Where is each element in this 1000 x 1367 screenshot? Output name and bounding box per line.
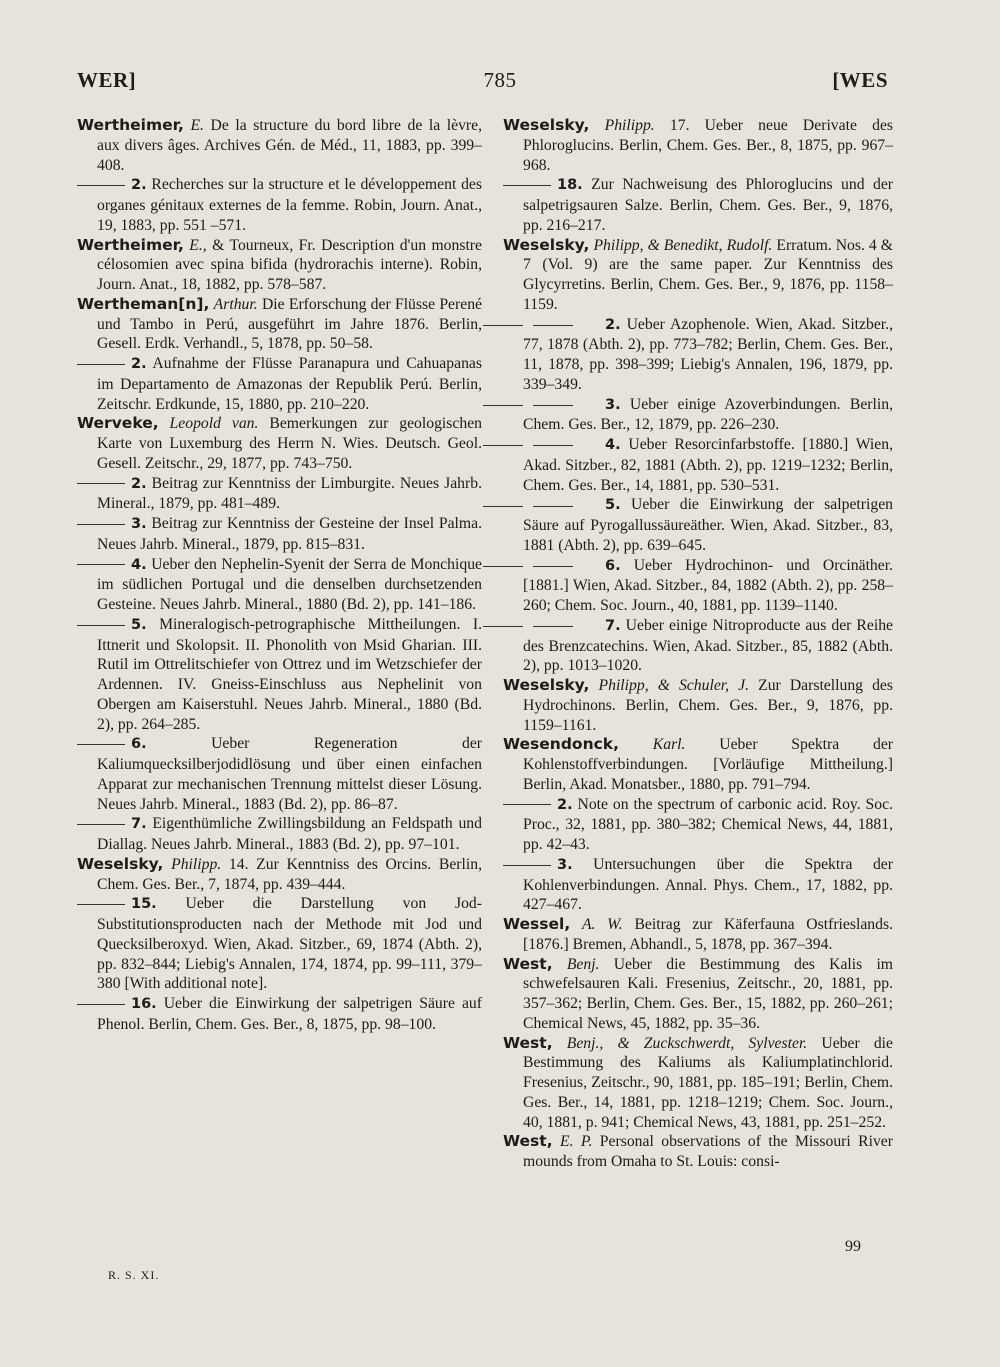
entry-text: Ueber die Bestimmung des Kaliums als Kaliumplatinchlorid. Fresenius, Zeitschr., 90, 1881, pp. 185–191; Berlin, Chem. Ges. Ber., 14, 1881, pp. 1218–1219; Chem. Soc. Journ., 40, 1881, p. 941; Chemical News, 43, 1881, pp. 251–252. <box>523 1034 894 1131</box>
repeat-author-dash <box>503 804 551 805</box>
entry-text: Untersuchungen über die Spektra der Kohlenverbindungen. Annal. Phys. Chem., 17, 1882, pp. 427–467. <box>523 855 893 914</box>
entry-text: Note on the spectrum of carbonic acid. Roy. Soc. Proc., 32, 1881, pp. 380–382; Chemical News, 44, 1881, pp. 42–43. <box>523 795 894 853</box>
signature-mark: R. S. XI. <box>108 1268 160 1282</box>
entry-number: 5. <box>131 616 147 633</box>
entry-text: Mineralogisch-petrographische Mittheilungen. I. Ittnerit und Skolopsit. II. Phonolith von Msid Gharian. III. Rutil im Ottrelitschiefer von Ottrez und im Wetzschiefer der Ardennen. IV. Gneiss-Einschluss aus Nephelinit von Obergen am Kaiserstuhl. Neues Jahrb. Mineral., 1880 (Bd. 2), pp. 264–285. <box>97 615 482 733</box>
entry-number: 6. <box>605 557 621 574</box>
entry-given-name: Arthur. <box>213 295 258 313</box>
entry-number: 7. <box>605 617 621 634</box>
entry-number: 3. <box>605 396 621 413</box>
entry-given-name: Karl. <box>652 736 686 754</box>
bibliography-entry <box>503 735 893 794</box>
bibliography-entry <box>503 915 893 955</box>
entry-text: Ueber Spektra der Kohlenstoffverbindungen. [Vorläufige Mittheilung.] Berlin, Akad. Monatsber., 1880, pp. 791–794. <box>523 736 894 793</box>
entry-given-name: Philipp, & Schuler, J. <box>598 677 750 694</box>
entry-text: & Tourneux, Fr. Description d'un monstre célosomien avec spina bifida (hydrorachis interne). Robin, Journ. Anat., 18, 1882, pp. 578–587. <box>97 236 482 293</box>
repeat-author-dash <box>503 185 551 186</box>
entry-text: Recherches sur la structure et le développement des organes génitaux externes de la femme. Robin, Journ. Anat., 19, 1883, pp. 551 –571. <box>97 176 483 234</box>
bibliography-entry <box>503 116 893 175</box>
entry-given-name: Philipp. <box>604 117 655 134</box>
entry-number: 2. <box>557 796 573 813</box>
entry-author: Werveke, <box>77 414 159 433</box>
entry-text: Die Erforschung der Flüsse Perené und Tambo in Perú, ausgeführt im Jahre 1876. Berlin, Gesell. Erdk. Verhandl., 5, 1878, pp. 50–58. <box>97 295 483 353</box>
bibliography-entry <box>77 175 482 235</box>
entry-author: Weselsky, <box>77 854 164 873</box>
entry-text: Aufnahme der Flüsse Paranapura und Cahuapanas im Departamento de Amazonas der Republik Perú. Berlin, Zeitschr. Erdkunde, 15, 1880, pp. 210–220. <box>97 355 482 413</box>
bibliography-entry <box>503 676 893 735</box>
entry-number: 2. <box>605 316 621 333</box>
repeat-author-dash <box>77 904 125 905</box>
entry-text: Ueber die Einwirkung der salpetrigen Säure auf Pyrogallussäureäther. Wien, Akad. Sitzber., 83, 1881 (Abth. 2), pp. 639–645. <box>523 496 894 554</box>
entry-text: Zur Nachweisung des Phloroglucins und der salpetrigsauren Salze. Berlin, Chem. Ges. Ber., 9, 1876, pp. 216–217. <box>523 176 894 234</box>
bibliography-entry <box>503 616 893 676</box>
bibliography-entry <box>77 814 482 855</box>
entry-author: Wessel, <box>503 915 571 933</box>
entry-text: Ueber Regeneration der Kaliumquecksilberjodidlösung und über einen einfachen Apparat zur mechanischen Trennung mittelst dieser Lösung. Neues Jahrb. Mineral., 1883 (Bd. 2), pp. 86–87. <box>97 735 482 813</box>
repeat-author-dash <box>503 616 599 636</box>
entry-author: Wertheimer, <box>77 235 184 254</box>
entry-given-name: Benj. <box>566 955 600 973</box>
bibliography-entry <box>77 994 482 1035</box>
bibliography-entry <box>77 514 482 555</box>
entry-given-name: E. P. <box>560 1133 593 1151</box>
entry-number: 6. <box>131 736 147 753</box>
entry-text: Ueber einige Nitroproducte aus der Reihe des Brenzcatechins. Wien, Akad. Sitzber., 85, 1882 (Abth. 2), pp. 1013–1020. <box>523 616 894 675</box>
entry-given-name: E. <box>190 117 204 134</box>
repeat-author-dash <box>503 395 599 415</box>
repeat-author-dash <box>77 744 125 745</box>
entry-text: Beitrag zur Kenntniss der Gesteine der Insel Palma. Neues Jahrb. Mineral., 1879, pp. 815–831. <box>97 515 482 553</box>
bibliography-entry <box>503 395 893 436</box>
bibliography-entry <box>503 236 893 315</box>
entry-number: 3. <box>131 516 147 532</box>
entry-text: Ueber die Darstellung von Jod-Substitutionsproducten nach der Methode mit Jod und Quecksilberoxyd. Wien, Akad. Sitzber., 69, 1874 (Abth. 2), pp. 832–844; Liebig's Annalen, 174, 1874, pp. 99–111, 379–380 [With additional note]. <box>97 895 483 993</box>
repeat-author-dash <box>77 1004 125 1005</box>
entry-text: Ueber die Bestimmung des Kalis im schwefelsauren Kali. Fresenius, Zeitschr., 20, 1881, pp. 357–362; Berlin, Chem. Ges. Ber., 15, 1882, pp. 260–261; Chemical News, 45, 1882, pp. 35–36. <box>523 955 894 1032</box>
bibliography-entry <box>503 495 893 555</box>
entry-number: 4. <box>131 556 147 573</box>
repeat-author-dash <box>77 524 125 525</box>
bibliography-entry <box>503 175 893 235</box>
bibliography-entry <box>77 734 482 814</box>
bibliography-entry <box>77 236 482 295</box>
bibliography-entry <box>503 556 893 616</box>
repeat-author-dash <box>503 496 599 516</box>
entry-number: 15. <box>131 896 157 913</box>
repeat-author-dash <box>77 824 125 825</box>
entry-text: Ueber die Einwirkung der salpetrigen Säure auf Phenol. Berlin, Chem. Ges. Ber., 8, 1875, pp. 98–100. <box>97 995 483 1033</box>
repeat-author-dash <box>77 625 125 626</box>
entry-text: Bemerkungen zur geologischen Karte von Luxemburg des Herrn N. Wies. Deutsch. Geol. Gesell. Zeitschr., 29, 1877, pp. 743–750. <box>97 415 483 472</box>
entry-text: 14. Zur Kenntniss des Orcins. Berlin, Chem. Ges. Ber., 7, 1874, pp. 439–444. <box>97 855 483 893</box>
entry-author: Weselsky, <box>503 235 590 254</box>
repeat-author-dash <box>77 483 125 484</box>
entry-author: Wertheman[n], <box>77 294 210 313</box>
entry-text: Personal observations of the Missouri River mounds from Omaha to St. Louis: consi- <box>523 1133 893 1170</box>
bibliography-entry <box>77 116 482 175</box>
sheet-number: 99 <box>845 1238 861 1255</box>
entry-text: De la structure du bord libre de la lèvre, aux divers âges. Archives Gén. de Méd., 11, 1883, pp. 399–408. <box>97 117 483 174</box>
repeat-author-dash <box>503 865 551 866</box>
entry-given-name: A. W. <box>581 916 623 933</box>
entry-text: Ueber Azophenole. Wien, Akad. Sitzber., 77, 1878 (Abth. 2), pp. 773–782; Berlin, Chem. Ges. Ber., 11, 1878, pp. 398–399; Liebig's Annalen, 196, 1879, pp. 339–349. <box>523 315 894 393</box>
repeat-author-dash <box>503 556 599 576</box>
repeat-author-dash <box>503 436 599 456</box>
entry-given-name: Leopold van. <box>169 415 259 433</box>
entry-number: 3. <box>557 856 573 873</box>
bibliography-entry <box>503 795 893 855</box>
entry-text: 17. Ueber neue Derivate des Phloroglucins. Berlin, Chem. Ges. Ber., 8, 1875, pp. 967–968. <box>523 117 894 174</box>
left-column <box>77 116 482 1035</box>
right-column <box>503 116 893 1172</box>
bibliography-entry <box>77 474 482 515</box>
running-head-left: WER] <box>77 68 137 92</box>
entry-number: 7. <box>131 816 147 833</box>
bibliography-entry <box>503 315 893 395</box>
entry-text: Zur Darstellung des Hydrochinons. Berlin, Chem. Ges. Ber., 9, 1876, pp. 1159–1161. <box>523 677 894 734</box>
entry-author: West, <box>503 1132 553 1151</box>
entry-author: Weselsky, <box>503 676 590 694</box>
entry-number: 2. <box>131 177 147 194</box>
repeat-author-dash <box>503 315 599 335</box>
bibliography-entry <box>503 955 893 1034</box>
repeat-author-dash <box>77 564 125 565</box>
entry-given-name: Philipp. <box>171 855 222 873</box>
entry-text: Eigenthümliche Zwillingsbildung an Feldspath und Diallag. Neues Jahrb. Mineral., 1883 (Bd. 2), pp. 97–101. <box>97 815 482 853</box>
bibliography-entry <box>77 615 482 735</box>
bibliography-entry <box>77 555 482 615</box>
bibliography-entry <box>77 855 482 895</box>
running-head-right: [WES <box>832 68 888 92</box>
repeat-author-dash <box>77 364 125 365</box>
bibliography-entry <box>77 894 482 994</box>
entry-number: 4. <box>605 437 621 453</box>
entry-number: 2. <box>131 356 147 372</box>
entry-number: 5. <box>605 497 621 514</box>
entry-author: Wertheimer, <box>77 116 184 134</box>
repeat-author-dash <box>77 185 125 186</box>
bibliography-entry <box>77 414 482 473</box>
entry-number: 2. <box>131 475 147 492</box>
entry-number: 16. <box>131 996 157 1012</box>
entry-text: Beitrag zur Kenntniss der Limburgite. Neues Jahrb. Mineral., 1879, pp. 481–489. <box>97 474 482 513</box>
entry-text: Ueber Resorcinfarbstoffe. [1880.] Wien, Akad. Sitzber., 82, 1881 (Abth. 2), pp. 1219–1232; Berlin, Chem. Ges. Ber., 14, 1881, pp. 530–531. <box>523 436 893 494</box>
bibliography-entry <box>503 435 893 495</box>
bibliography-entry <box>77 295 482 354</box>
bibliography-entry <box>503 855 893 915</box>
entry-text: Erratum. Nos. 4 & 7 (Vol. 9) are the same paper. Zur Kenntniss des Glycyrretins. Berlin, Chem. Ges. Ber., 9, 1876, pp. 1158–1159. <box>523 236 893 313</box>
entry-author: West, <box>503 954 553 973</box>
entry-given-name: E., <box>189 236 207 254</box>
bibliography-entry <box>503 1132 893 1172</box>
entry-author: West, <box>503 1033 553 1052</box>
entry-given-name: Philipp, & Benedikt, Rudolf. <box>593 236 773 254</box>
bibliography-entry <box>503 1034 893 1133</box>
entry-author: Weselsky, <box>503 116 590 134</box>
entry-text: Beitrag zur Käferfauna Ostfrieslands. [1876.] Bremen, Abhandl., 5, 1878, pp. 367–394. <box>523 916 894 953</box>
entry-given-name: Benj., & Zuckschwerdt, Sylvester. <box>566 1034 808 1052</box>
entry-text: Ueber einige Azoverbindungen. Berlin, Chem. Ges. Ber., 12, 1879, pp. 226–230. <box>523 395 893 434</box>
entry-number: 18. <box>557 177 583 194</box>
bibliography-entry <box>77 354 482 414</box>
page-number: 785 <box>483 68 517 92</box>
entry-text: Ueber den Nephelin-Syenit der Serra de Monchique im südlichen Portugal und die denselben durchsetzenden Gesteine. Neues Jahrb. Mineral., 1880 (Bd. 2), pp. 141–186. <box>97 555 483 613</box>
entry-text: Ueber Hydrochinon- und Orcinäther. [1881.] Wien, Akad. Sitzber., 84, 1882 (Abth. 2), pp. 258–260; Chem. Soc. Journ., 40, 1881, pp. 1139–1140. <box>523 556 894 614</box>
entry-author: Wesendonck, <box>503 735 619 754</box>
